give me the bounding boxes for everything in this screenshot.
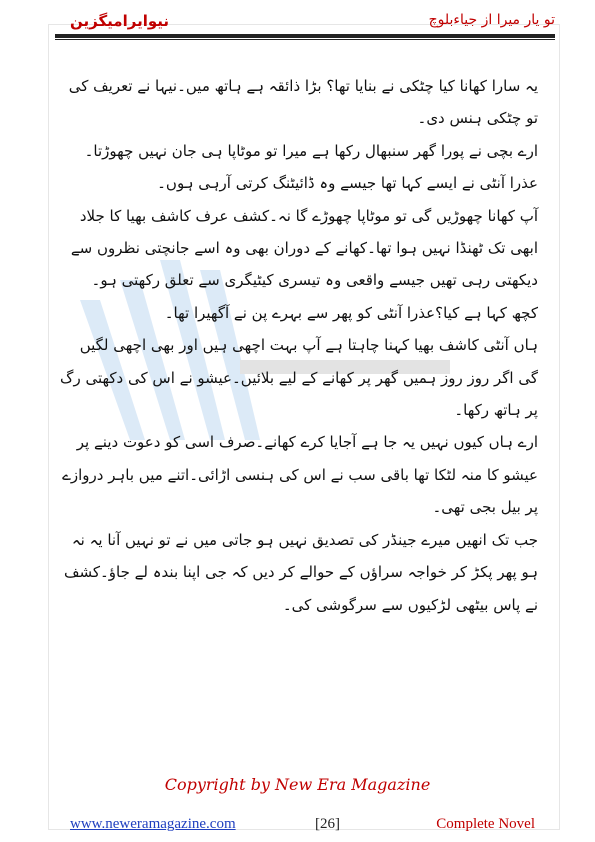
paragraph: ارے بچی نے پورا گھر سنبھال رکھا ہے میرا تو موٹاپا ہی جان نہیں چھوڑتا۔عذرا آنٹی نے ایسے کہا تھا جیسے وہ ڈائیٹنگ کرتی آرہی ہوں۔ bbox=[84, 141, 538, 193]
copyright-notice: Copyright by New Era Magazine bbox=[164, 775, 431, 794]
page-footer bbox=[55, 816, 535, 838]
page-number: [26] bbox=[315, 816, 340, 832]
paragraph: یہ سارا کھانا کیا چٹکی نے بنایا تھا؟ بڑا ذائقہ ہے ہاتھ میں۔نیہا نے تعریف کی تو چٹکی ہنس دی۔ bbox=[68, 77, 538, 128]
paragraph: آپ کھانا چھوڑیں گی تو موٹاپا چھوڑے گا نہ۔کشف عرف کاشف بھیا کا جلاد ابھی تک ٹھنڈا نہیں ہوا تھا۔کھانے کے دوران بھی وہ اسے جانچتی نظروں سے دیکھتی رہی تھیں جیسے واقعی وہ تیسری کیٹیگری سے تعلق رکھتی ہو۔ bbox=[70, 206, 538, 290]
article-body bbox=[60, 70, 538, 621]
header-divider bbox=[55, 34, 555, 38]
section-label: Complete Novel bbox=[436, 816, 535, 832]
paragraph: ہاں آنٹی کاشف بھیا کہنا چاہتا ہے آپ بہت اچھی ہیں اور بھی اچھی لگیں گی اگر روز روز ہمیں گھر پر کھانے کے لیے بلائیں۔عیشو نے اس کی دکھتی رگ پر ہاتھ رکھا۔ bbox=[60, 336, 538, 420]
website-link[interactable]: www.neweramagazine.com bbox=[70, 816, 236, 832]
page-header bbox=[55, 8, 555, 34]
paragraph: کچھ کہا ہے کیا؟عذرا آنٹی کو پھر سے بہرے پن نے آگھیرا تھا۔ bbox=[164, 303, 538, 322]
paragraph: ارے ہاں کیوں نہیں یہ جا ہے آجایا کرے کھانے۔صرف اسی کو دعوت دینے پر عیشو کا منہ لٹکا تھا باقی سب نے اس کی ہنسی اڑائی۔اتنے میں باہر دروازے پر بیل بجی تھی۔ bbox=[62, 433, 538, 517]
magazine-name: نیوایرامیگزین bbox=[70, 12, 170, 30]
paragraph: جب تک انھیں میرے جینڈر کی تصدیق نہیں ہو جاتی میں نے تو نہیں آنا یہ نہ ہو پھر پکڑ کر خواجہ سراؤں کے حوالے کر دیں کہ جی اپنا بندہ لے جاؤ۔کشف نے پاس بیٹھی لڑکیوں سے سرگوشی کی۔ bbox=[63, 530, 538, 614]
novel-title-author: تو یار میرا از جیاءبلوچ bbox=[428, 12, 555, 28]
